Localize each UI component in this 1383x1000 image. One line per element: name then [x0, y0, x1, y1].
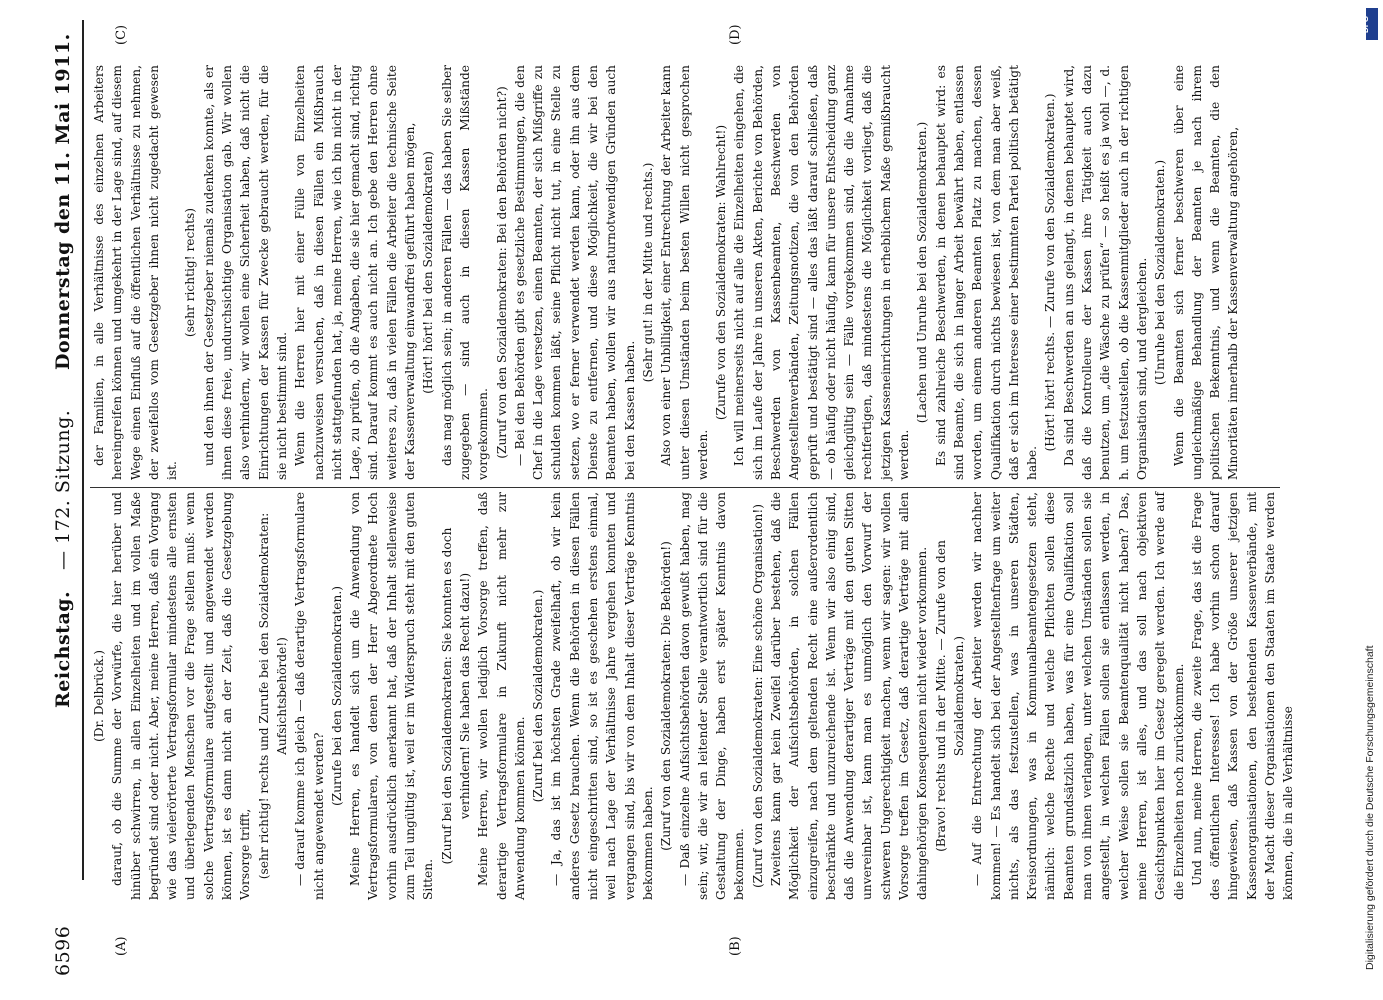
paragraph: Und nun, meine Herren, die zweite Frage, das ist die Frage des öffentlichen Interesses! Ich habe vorhin schon darauf hingewiesen, daß Kassen von der Größe unserer jetzigen Kassenorganisationen, den bestehenden Kassenverbände, mit der Macht dieser Organisationen den Staaten im Staate werden können, die in alle Verhältnisse — [1189, 492, 1296, 900]
paragraph: Es sind zahlreiche Beschwerden, in denen behauptet wird: es sind Beamte, die sich in langer Arbeit bewährt haben, entlassen worden, um einem anderen Beamten Platz zu machen, dessen Qualifikation durch nichts bewiesen ist, von dem man aber weiß, daß er sich im Interesse einer bestimmten Partei politisch betätigt habe. — [933, 65, 1040, 480]
margin-mark-c: (C) — [114, 24, 129, 45]
sitting-number: — 172. Sitzung. — [52, 409, 74, 570]
interjection: (Sehr gut! in der Mitte und rechts.) — [640, 162, 655, 383]
paragraph: — Ja, das ist im höchsten Grade zweifelhaft, ob wir kein anderes Gesetz brauchen. Wenn die Behörden in diesen Fällen nicht eingeschritten sind, so ist es geschehen erstens einmal, weil nach Lage der Verhältnisse Jahre vergehen konnten und vergangen sind, bis wir von dem Inhalt dieser Verträge Kenntnis bekommen haben. — [549, 492, 655, 900]
right-text-column — [90, 65, 1292, 480]
interjection: (Hört! hört! bei den Sozialdemokraten) — [421, 151, 436, 394]
paragraph: — Bei den Behörden gibt es gesetzliche Bestimmungen, die den Chef in die Lage versetzen, einen Beamten, der sich Mißgriffe zu schulden kommen läßt, seine Pflicht nicht tut, in eine Stelle zu setzen, wo er ferner verwendet werden kann, oder ihn aus dem Dienste zu entfernen, und diese Möglichkeit, die wir bei den Beamten haben, wollen wir aus naturnotwendigen Gründen auch bei den Kassen haben. — [512, 65, 637, 480]
left-text-column — [90, 492, 1296, 900]
publication-title: Reichstag. — [52, 590, 74, 708]
header-rule — [82, 20, 84, 880]
paragraph: Da sind Beschwerden an uns gelangt, in denen behauptet wird, daß die Kontrolleure der Kassen ihre Tätigkeit auch dazu benutzen, um „die Wäsche zu prüfen“ — so heißt es ja wohl —, d. h. um festzustellen, ob die Kassenmitglieder auch in der richtigen Organisation sind, und dergleichen. — [1061, 65, 1149, 480]
interjection: (sehr richtig! rechts und Zurufe bei den Sozialdemokraten: Aufsichtsbehörde!) — [256, 512, 289, 880]
interjection: (Lachen und Unruhe bei den Sozialdemokraten.) — [915, 121, 930, 424]
interjection: (sehr richtig! rechts) — [183, 207, 198, 338]
session-date: Donnerstag den 11. Mai 1911. — [52, 33, 74, 370]
dfg-logo — [1360, 8, 1378, 40]
scan-credit-text: Digitalisierung gefördert durch die Deutsche Forschungsgemeinschaft — [1364, 645, 1376, 970]
interjection: (Hört! hört! rechts. — Zurufe von den Sozialdemokraten.) — [1043, 93, 1058, 452]
interjection: (Unruhe bei den Sozialdemokraten.) — [1153, 159, 1168, 386]
speaker-name: (Dr. Delbrück.) — [92, 650, 106, 742]
margin-mark-a: (A) — [114, 936, 129, 956]
dfg-logo-text: DFG — [1360, 16, 1370, 33]
paragraph: darauf, ob die Summe der Vorwürfe, die hier herüber und hinüber schwirren, in allen Einzelheiten und im vollen Maße begründet sind oder nicht. Aber, meine Herren, daß ein Vorgang wie das vielerörterte Vertragsformular mindestens alle ernsten und überlegenden Menschen vor die Frage stellen muß: wenn solche Vertragsformulare aufgestellt und angewendet werden können, ist es dann nicht an der Zeit, daß die Gesetzgebung Vorsorge trifft, — [110, 492, 253, 900]
margin-mark-b: (B) — [728, 936, 743, 956]
paragraph: Meine Herren, wir wollen lediglich Vorsorge treffen, daß derartige Vertragsformulare in Zukunft nicht mehr zur Anwendung kommen können. — [476, 492, 527, 900]
paragraph: und den ihnen der Gesetzgeber niemals zudenken konnte, als er ihnen diese freie, undurchsichtige Organisation gab. Wir wollen also verhindern, wir wollen eine Sicherheit haben, daß nicht die Einrichtungen der Kassen für Zwecke gebraucht werden, für die sie nicht bestimmt sind. — [201, 65, 289, 480]
scan-credit — [1362, 10, 1378, 990]
interjection: (Zuruf bei den Sozialdemokraten.) — [531, 589, 546, 803]
page-number: 6596 — [52, 925, 74, 976]
paragraph: Zweitens kann gar kein Zweifel darüber bestehen, daß die Möglichkeit der Aufsichtsbehörden, in solchen Fällen einzugreifen, nach dem geltenden Recht eine außerordentlich beschränkte und unzureichende ist. Wenn wir also einig sind, daß die Anwendung derartiger Verträge mit den guten Sitten unvereinbar ist, kann man es unmöglich den Vorwurf der schweren Ungerechtigkeit machen, wenn wir sagen: wir wollen Vorsorge treffen im Gesetz, daß derartige Verträge mit allen dahingehörigen Konsequenzen nicht wieder vorkommen. — [768, 492, 930, 900]
interjection: (Zurufe von den Sozialdemokraten: Wahlrecht!) — [714, 124, 729, 421]
paragraph: — darauf komme ich gleich — daß derartige Vertragsformulare nicht angewendet werden? — [293, 492, 326, 900]
paragraph: Wenn die Beamten sich ferner beschweren über eine ungleichmäßige Behandlung der Beamten je nach ihrem politischen Bekenntnis, und wenn die Beamten, die den Minoritäten innerhalb der Kassenverwaltung angehören, — [1171, 65, 1241, 480]
interjection: (Zuruf von den Sozialdemokraten: Die Behörden!) — [659, 541, 674, 851]
interjection: (Bravo! rechts und in der Mitte. — Zurufe von den Sozialdemokraten.) — [933, 540, 966, 852]
interjection: (Zurufe bei den Sozialdemokraten.) — [329, 586, 344, 807]
interjection: (Zuruf bei den Sozialdemokraten: Sie konnten es doch verhindern! Sie haben das Recht dazu!) — [439, 527, 472, 865]
paragraph: Ich will meinerseits nicht auf alle die Einzelheiten eingehen, die sich im Laufe der Jahre in unseren Akten, Berichte von Behörden, Beschwerden von Kassenbeamten, Beschwerden von Angestelltenverbänden, Zeitungsnotizen, die von den Behörden geprüft und bestätigt sind — alles das läßt darauf schließen, daß — ob häufig oder nicht häufig, kann für unsere Entscheidung ganz gleichgültig sein — Fälle vorgekommen sind, die die Annahme rechtfertigen, daß mindestens die Möglichkeit vorliegt, daß die jetzigen Kasseneinrichtungen in erheblichem Maße gemißbraucht werden. — [732, 65, 912, 480]
running-head — [46, 0, 80, 1000]
paragraph: Also von einer Unbilligkeit, einer Entrechtung der Arbeiter kann unter diesen Umständen beim besten Willen nicht gesprochen werden. — [659, 65, 710, 480]
paragraph: Meine Herren, es handelt sich um die Anwendung von Vertragsformularen, von denen der Herr Abgeordnete Hoch vorhin ausdrücklich anerkannt hat, daß der Inhalt stellenweise zum Teil ungültig ist, weil er im Widerspruch steht mit den guten Sitten. — [348, 492, 436, 900]
interjection: (Zuruf von den Sozialdemokraten: Bei den Behörden nicht?) — [494, 86, 509, 459]
margin-mark-d: (D) — [728, 24, 743, 45]
interjection: (Zuruf von den Sozialdemokraten: Eine schöne Organisation!) — [750, 503, 765, 889]
column-divider — [90, 487, 1280, 488]
paragraph: das mag möglich sein; in anderen Fällen — das haben Sie selber zugegeben — sind auch in diesen Kassen Mißstände vorgekommen. — [439, 65, 491, 480]
paragraph: — Auf die Entrechtung der Arbeiter werden wir nachher kommen! — Es handelt sich bei der Angestelltenfrage um weiter nichts, als das festzustellen, was in unseren Städten, Kreisordnungen, was in Kommunalbeamtengesetzen steht, nämlich: welche Rechte und welche Pflichten sollen diese Beamten grundsätzlich haben, was für eine Qualifikation soll man von ihnen verlangen, unter welchen Umständen sollen sie angestellt, in welchen Fällen sollen sie entlassen werden, in welcher Weise sollen sie Beamtenqualität nicht haben? Das, meine Herren, ist alles, und das soll nach objektiven Gesichtspunkten hier im Gesetz geregelt werden. Ich werde auf die Einzelheiten noch zurückkommen. — [970, 492, 1186, 900]
paragraph: Wenn die Herren hier mit einer Fülle von Einzelheiten nachzuweisen versuchen, daß in diesen Fällen ein Mißbrauch nicht stattgefunden hat, ja, meine Herren, wie ich bin nicht in der Lage, zu prüfen, ob die Angaben, die sie hier gemacht sind, richtig sind. Darauf kommt es auch nicht an. Ich gebe den Herren ohne weiteres zu, daß in vielen Fällen die Arbeiter die technische Seite der Kassenverwaltung einwandfrei geführt haben mögen, — [293, 65, 418, 480]
paragraph: — Daß einzelne Aufsichtsbehörden davon gewußt haben, mag sein; wir, die wir an leitender Stelle verantwortlich sind für die Gestaltung der Dinge, haben erst später Kenntnis davon bekommen. — [677, 492, 747, 900]
paragraph: der Familien, in alle Verhältnisse des einzelnen Arbeiters hereingreifen können und umgekehrt in der Lage sind, auf diesem Wege einen Einfluß auf die öffentlichen Verhältnisse zu nehmen, der zweifellos vom Gesetzgeber ihnen nicht zugedacht gewesen ist. — [92, 65, 180, 480]
